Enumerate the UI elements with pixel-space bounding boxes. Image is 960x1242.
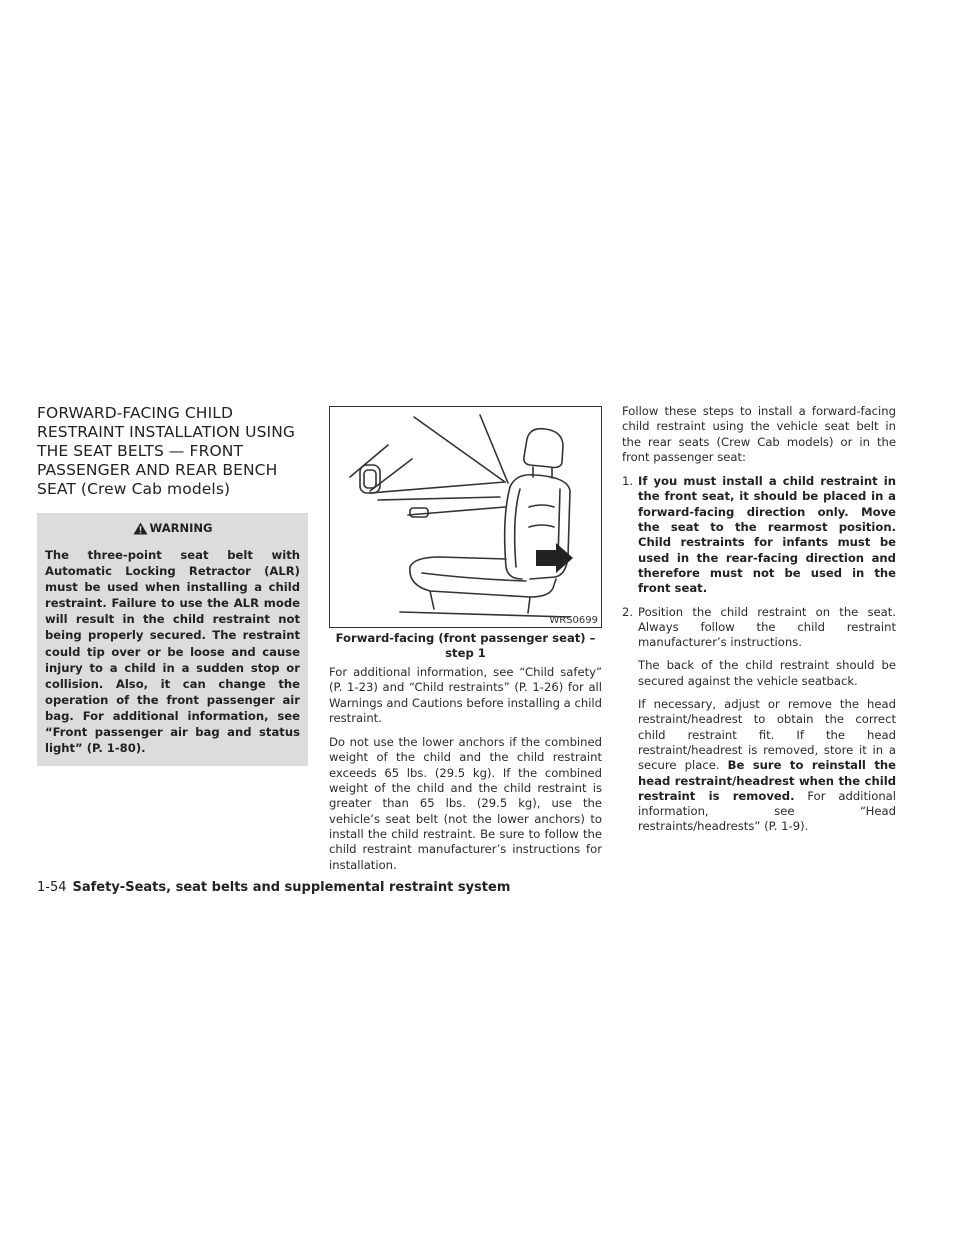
- sub-paragraph: [638, 697, 896, 835]
- intro-paragraph: Follow these steps to install a forward-facing child restraint using the vehicle seat belt in the rear seats (Crew Cab models) or in the front passenger seat:: [622, 404, 896, 464]
- list-number: 2.: [622, 604, 634, 619]
- figure-caption-line: Forward-facing (front passenger seat) –: [335, 631, 596, 645]
- seat-drawing: [330, 407, 603, 629]
- sub-text: For additional information, see “Head restraints/headrests” (P. 1-9).: [638, 788, 896, 834]
- list-item: [622, 474, 896, 596]
- page-number: 1-54: [37, 880, 67, 895]
- sub-text-bold: Be sure to reinstall the head restraint/headrest when the child restraint is removed.: [638, 758, 896, 803]
- warning-triangle-icon: [133, 522, 148, 535]
- left-column: [37, 404, 308, 766]
- list-number: 1.: [622, 474, 634, 489]
- warning-text: The three-point seat belt with Automatic Locking Retractor (ALR) must be used when installing a child restraint. Failure to use the ALR mode will result in the child restraint not being properly secured. The restraint could tip over or be loose and cause injury to a child in a sudden stop or collision. Also, it can change the operation of the front passenger air bag. For additional information, see “Front passenger air bag and status light” (P. 1-80).: [45, 548, 300, 756]
- middle-column: [329, 406, 602, 882]
- section-title-line: RESTRAINT INSTALLATION USING: [37, 423, 295, 441]
- warning-label: WARNING: [149, 521, 213, 535]
- chapter-title: Safety-Seats, seat belts and supplemental restraint system: [72, 880, 511, 895]
- warning-header: [45, 519, 300, 537]
- figure-caption-line: step 1: [445, 646, 486, 660]
- right-column: [622, 404, 896, 843]
- paragraph: Do not use the lower anchors if the combined weight of the child and the child restraint exceeds 65 lbs. (29.5 kg). If the combined weight of the child and the child restraint is greater than 65 lbs. (29.5 kg), use the vehicle’s seat belt (not the lower anchors) to install the child restraint. Be sure to follow the child restraint manufacturer’s instructions for installation.: [329, 735, 602, 872]
- paragraph: For additional information, see “Child safety” (P. 1-23) and “Child restraints” (P. 1-26) for all Warnings and Cautions before installing a child restraint.: [329, 665, 602, 725]
- figure-caption: [329, 631, 602, 661]
- section-title-line: PASSENGER AND REAR BENCH: [37, 461, 278, 479]
- page-footer: [37, 880, 897, 895]
- section-title: [37, 404, 308, 499]
- warning-box: [37, 513, 308, 766]
- step-text: Position the child restraint on the seat. Always follow the child restraint manufacturer’s instructions.: [638, 604, 896, 650]
- step-text: If you must install a child restraint in the front seat, it should be placed in a forward-facing direction only. Move the seat to the rearmost position. Child restraints for infants must be used in the rear-facing direction and therefore must not be used in the front seat.: [638, 474, 896, 596]
- section-title-line: THE SEAT BELTS — FRONT: [37, 442, 244, 460]
- section-title-line: FORWARD-FACING CHILD: [37, 404, 234, 422]
- seat-illustration: [329, 406, 602, 628]
- section-title-line: SEAT (Crew Cab models): [37, 480, 231, 498]
- figure-code: WRS0699: [549, 615, 598, 626]
- sub-paragraph: The back of the child restraint should be secured against the vehicle seatback.: [638, 658, 896, 688]
- sub-text: If necessary, adjust or remove the head restraint/headrest to obtain the correct child restraint fit. If the head restraint/headrest is removed, store it in a secure place.: [638, 697, 896, 773]
- list-item: [622, 605, 896, 651]
